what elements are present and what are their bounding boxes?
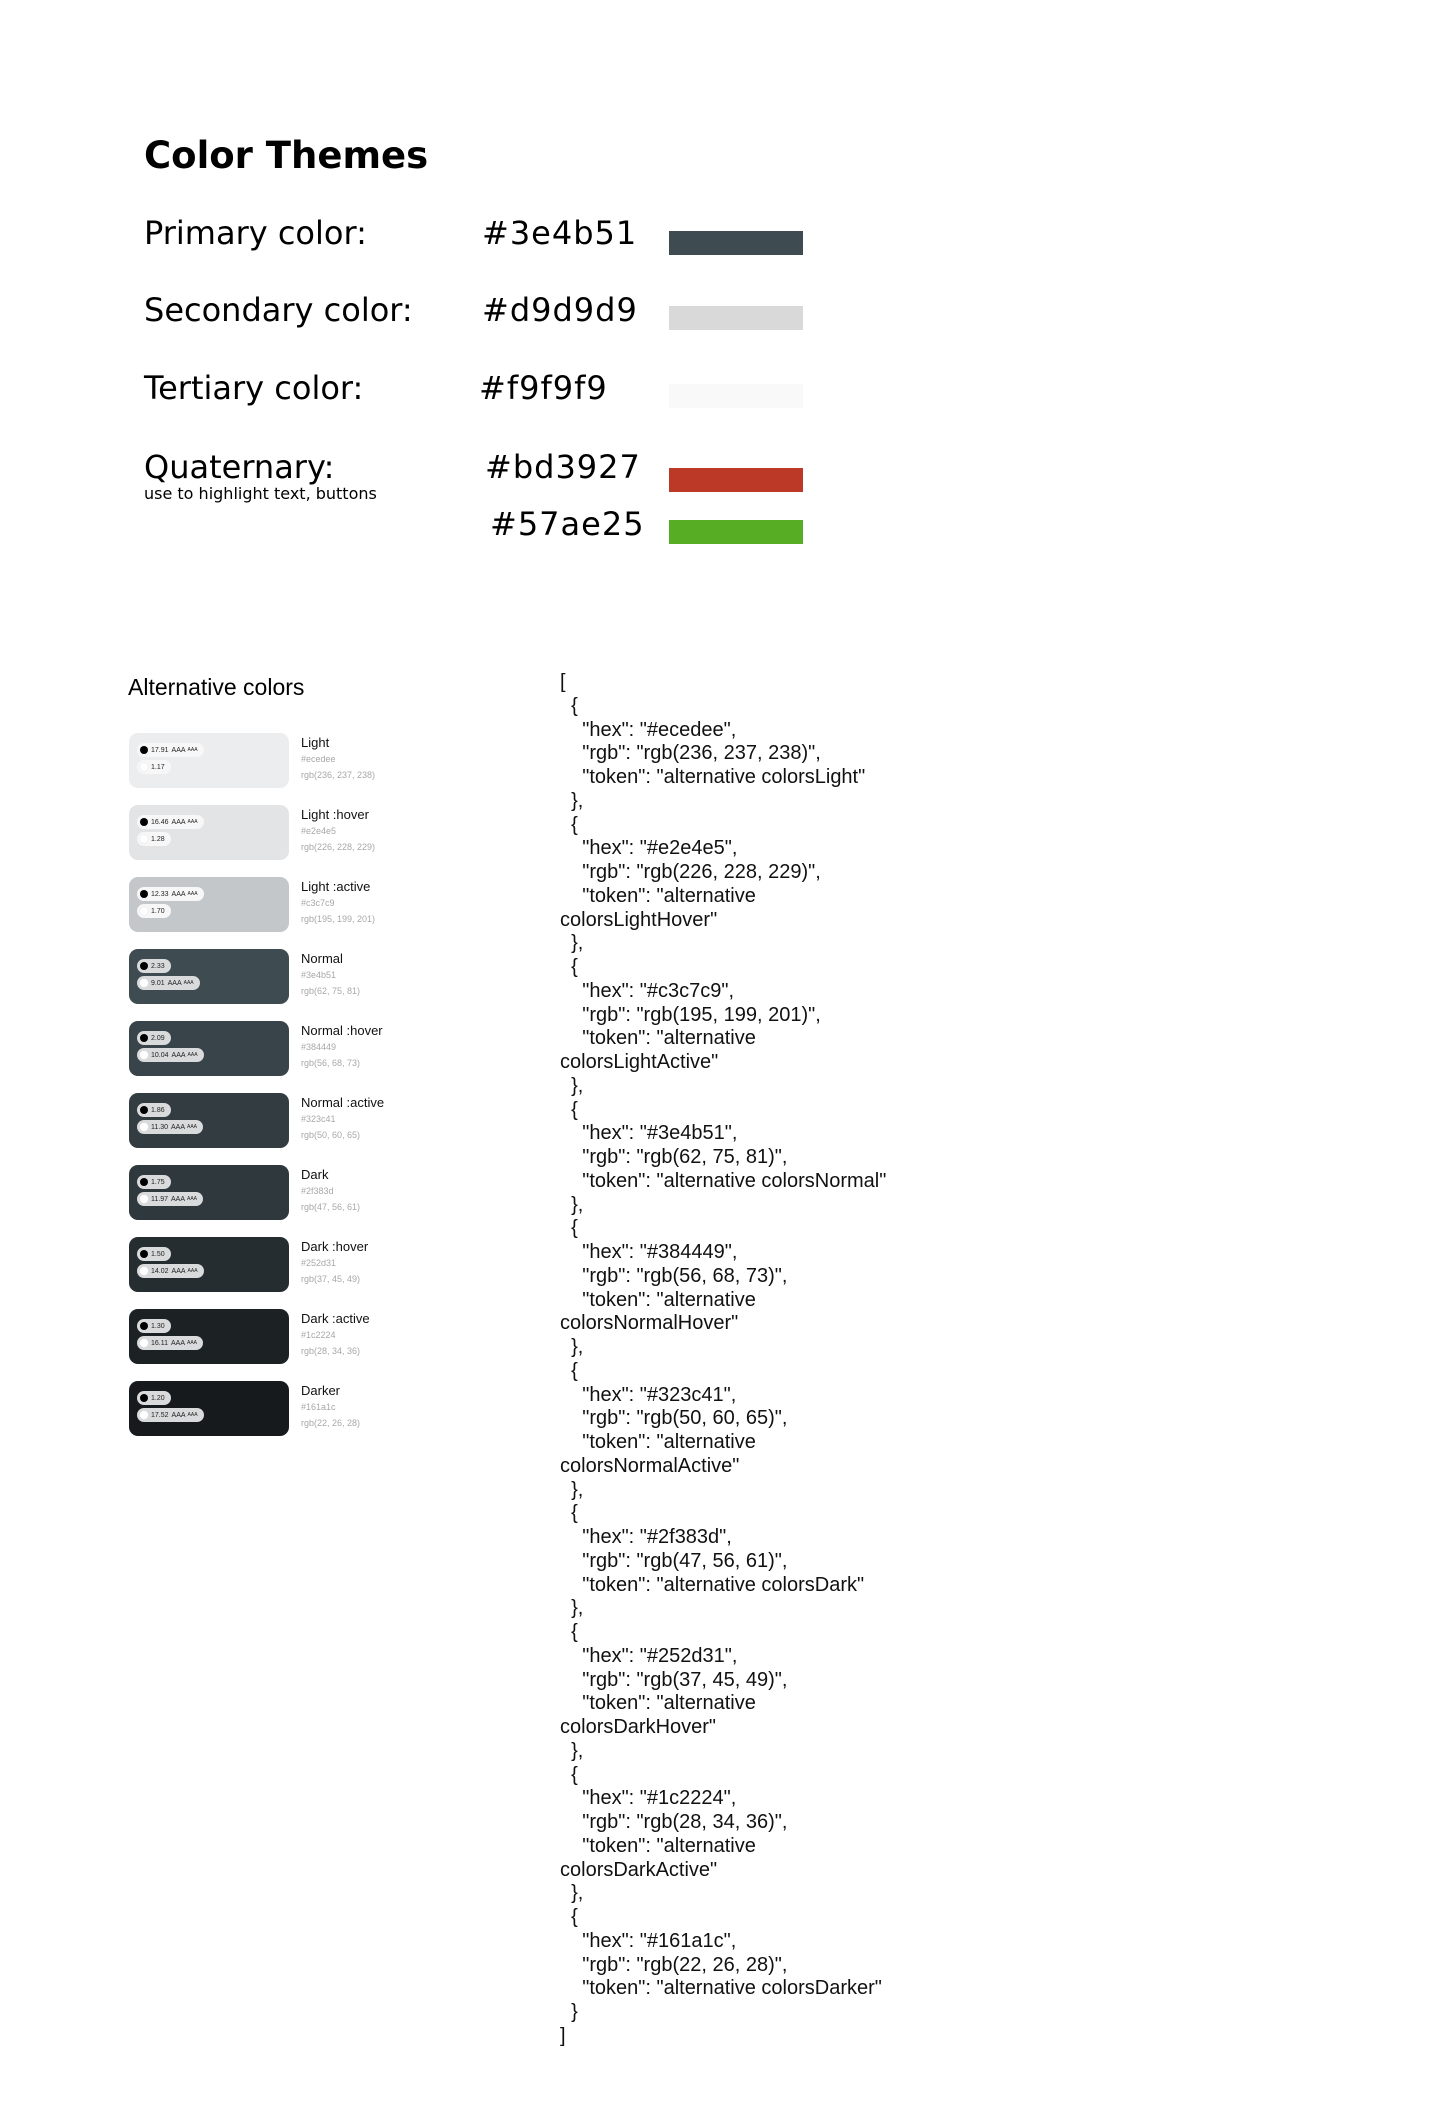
- color-hex: #c3c7c9: [301, 898, 335, 908]
- white-dot-icon: [140, 1267, 148, 1275]
- light-text-contrast-badge: [137, 832, 171, 846]
- color-hex: #323c41: [301, 1114, 336, 1124]
- contrast-value: 9.01: [151, 979, 165, 987]
- dark-text-contrast-badge: [137, 1031, 171, 1045]
- black-dot-icon: [140, 1178, 148, 1186]
- white-dot-icon: [140, 1051, 148, 1059]
- contrast-rating-small: AAA: [187, 1340, 198, 1346]
- tertiary-color-hex: #f9f9f9: [479, 369, 608, 407]
- color-card-label: [301, 1311, 370, 1359]
- color-hex: #384449: [301, 1042, 337, 1052]
- color-card-label: [301, 1383, 360, 1431]
- code-line: },: [560, 1478, 584, 1501]
- code-line: }: [560, 2001, 578, 2023]
- dark-text-contrast-badge: [137, 1103, 171, 1117]
- color-name: Normal: [301, 951, 343, 966]
- contrast-rating-small: AAA: [183, 980, 194, 986]
- code-line: "token": "alternative colorsDark": [560, 1573, 865, 1596]
- code-line: "hex": "#252d31",: [560, 1644, 738, 1667]
- black-dot-icon: [140, 746, 148, 754]
- contrast-rating-small: AAA: [187, 819, 198, 825]
- light-text-contrast-badge: [137, 1336, 203, 1350]
- contrast-value: 10.04: [151, 1051, 169, 1059]
- color-name: Normal :active: [301, 1095, 385, 1110]
- color-card: [129, 1381, 289, 1436]
- black-dot-icon: [140, 890, 148, 898]
- color-card-label: [301, 1095, 384, 1143]
- light-text-contrast-badge: [137, 1048, 204, 1062]
- contrast-value: 16.11: [151, 1339, 168, 1347]
- color-rgb: rgb(28, 34, 36): [301, 1346, 361, 1356]
- contrast-rating: AAA: [171, 1051, 186, 1059]
- contrast-rating: AAA: [171, 1123, 186, 1131]
- code-line: "token": "alternative: [560, 1431, 756, 1453]
- color-hex: #1c2224: [301, 1330, 336, 1340]
- color-name: Light: [301, 735, 330, 750]
- dark-text-contrast-badge: [137, 743, 204, 757]
- alternative-colors-heading: Alternative colors: [128, 674, 305, 700]
- quaternary-green-swatch: [669, 520, 803, 544]
- contrast-value: 14.02: [151, 1267, 169, 1275]
- code-line: "rgb": "rgb(236, 237, 238)",: [560, 742, 821, 765]
- contrast-rating-small: AAA: [187, 1052, 198, 1058]
- contrast-rating-small: AAA: [187, 1124, 198, 1130]
- code-line: colorsDarkActive": [560, 1858, 718, 1881]
- primary-color-swatch: [669, 231, 803, 255]
- color-card: [129, 1309, 289, 1364]
- code-line: "rgb": "rgb(37, 45, 49)",: [560, 1668, 788, 1691]
- code-line: {: [560, 1359, 578, 1382]
- light-text-contrast-badge: [137, 904, 171, 918]
- light-text-contrast-badge: [137, 760, 171, 774]
- code-line: [: [560, 671, 566, 693]
- color-card-label: [301, 807, 375, 855]
- color-name: Dark: [301, 1167, 329, 1182]
- color-name: Dark :active: [301, 1311, 370, 1326]
- quaternary-red-hex: #bd3927: [485, 448, 641, 486]
- code-line: },: [560, 1074, 584, 1097]
- white-dot-icon: [140, 763, 148, 771]
- black-dot-icon: [140, 1034, 148, 1042]
- json-code-listing: [560, 671, 920, 2049]
- code-line: "token": "alternative: [560, 1834, 756, 1857]
- black-dot-icon: [140, 818, 148, 826]
- code-line: },: [560, 1739, 584, 1762]
- code-line: {: [560, 1621, 578, 1643]
- black-dot-icon: [140, 1394, 148, 1402]
- contrast-value: 12.33: [151, 890, 169, 898]
- color-card-label: [301, 735, 375, 783]
- tertiary-color-label: Tertiary color:: [144, 369, 364, 407]
- black-dot-icon: [140, 1106, 148, 1114]
- black-dot-icon: [140, 962, 148, 970]
- code-line: {: [560, 956, 578, 978]
- black-dot-icon: [140, 1322, 148, 1330]
- code-line: "token": "alternative colorsDarker": [560, 1977, 882, 2000]
- code-line: {: [560, 1217, 578, 1240]
- code-line: "hex": "#c3c7c9",: [560, 979, 735, 1002]
- code-line: "hex": "#ecedee",: [560, 718, 737, 741]
- dark-text-contrast-badge: [137, 1391, 171, 1405]
- dark-text-contrast-badge: [137, 815, 204, 829]
- contrast-value: 1.17: [151, 763, 165, 771]
- quaternary-green-hex: #57ae25: [490, 505, 645, 543]
- color-rgb: rgb(22, 26, 28): [301, 1418, 361, 1428]
- contrast-value: 11.30: [151, 1123, 168, 1131]
- white-dot-icon: [140, 979, 148, 987]
- contrast-value: 2.09: [151, 1034, 165, 1042]
- white-dot-icon: [140, 1195, 148, 1203]
- secondary-color-label: Secondary color:: [144, 291, 413, 329]
- code-line: "token": "alternative colorsLight": [560, 766, 866, 788]
- color-rgb: rgb(226, 228, 229): [301, 842, 376, 852]
- dark-text-contrast-badge: [137, 887, 204, 901]
- color-card-label: [301, 1167, 360, 1215]
- code-line: "hex": "#1c2224",: [560, 1787, 737, 1810]
- code-line: colorsLightHover": [560, 908, 718, 931]
- code-line: },: [560, 932, 584, 955]
- code-line: "rgb": "rgb(47, 56, 61)",: [560, 1549, 788, 1572]
- code-line: "token": "alternative: [560, 1288, 756, 1311]
- light-text-contrast-badge: [137, 1264, 204, 1278]
- black-dot-icon: [140, 1250, 148, 1258]
- tertiary-color-swatch: [669, 384, 803, 408]
- contrast-rating: AAA: [171, 1267, 186, 1275]
- contrast-rating: AAA: [171, 1411, 186, 1419]
- secondary-color-swatch: [669, 306, 803, 330]
- quaternary-color-label: Quaternary:: [144, 448, 335, 486]
- color-card-label: [301, 951, 360, 999]
- secondary-color-hex: #d9d9d9: [482, 291, 638, 329]
- color-name: Darker: [301, 1383, 341, 1398]
- contrast-rating-small: AAA: [187, 891, 198, 897]
- dark-text-contrast-badge: [137, 959, 171, 973]
- white-dot-icon: [140, 1123, 148, 1131]
- contrast-value: 1.20: [151, 1394, 165, 1402]
- light-text-contrast-badge: [137, 976, 200, 990]
- code-line: colorsNormalActive": [560, 1454, 740, 1477]
- code-line: "rgb": "rgb(22, 26, 28)",: [560, 1953, 788, 1976]
- code-line: },: [560, 1882, 584, 1905]
- contrast-rating: AAA: [167, 979, 182, 987]
- color-card: [129, 949, 289, 1004]
- color-name: Light :hover: [301, 807, 369, 822]
- page-title: Color Themes: [144, 134, 429, 177]
- contrast-value: 1.86: [151, 1106, 165, 1114]
- code-line: {: [560, 813, 578, 836]
- color-card: [129, 805, 289, 860]
- white-dot-icon: [140, 835, 148, 843]
- contrast-rating-small: AAA: [187, 1268, 198, 1274]
- contrast-value: 2.33: [151, 962, 165, 970]
- contrast-rating: AAA: [171, 890, 186, 898]
- color-rgb: rgb(195, 199, 201): [301, 914, 376, 924]
- code-line: "rgb": "rgb(28, 34, 36)",: [560, 1811, 788, 1833]
- color-name: Light :active: [301, 879, 371, 894]
- contrast-rating: AAA: [171, 746, 186, 754]
- contrast-rating: AAA: [171, 1195, 186, 1203]
- light-text-contrast-badge: [137, 1120, 203, 1134]
- code-line: "rgb": "rgb(62, 75, 81)",: [560, 1146, 788, 1168]
- color-hex: #161a1c: [301, 1402, 336, 1412]
- code-line: "token": "alternative colorsNormal": [560, 1169, 887, 1192]
- dark-text-contrast-badge: [137, 1247, 171, 1261]
- code-line: colorsNormalHover": [560, 1312, 739, 1335]
- code-line: },: [560, 1336, 584, 1358]
- code-line: colorsDarkHover": [560, 1716, 717, 1738]
- contrast-value: 11.97: [151, 1195, 168, 1203]
- code-line: "hex": "#323c41",: [560, 1383, 737, 1406]
- color-card-label: [301, 1239, 368, 1287]
- color-card-label: [301, 879, 375, 927]
- light-text-contrast-badge: [137, 1192, 203, 1206]
- dark-text-contrast-badge: [137, 1175, 171, 1189]
- code-line: },: [560, 1193, 584, 1216]
- code-line: "rgb": "rgb(195, 199, 201)",: [560, 1003, 821, 1026]
- color-name: Normal :hover: [301, 1023, 383, 1038]
- contrast-value: 17.52: [151, 1411, 169, 1419]
- color-rgb: rgb(236, 237, 238): [301, 770, 376, 780]
- color-hex: #252d31: [301, 1258, 337, 1268]
- color-card: [129, 1093, 289, 1148]
- code-line: },: [560, 1597, 584, 1620]
- primary-color-label: Primary color:: [144, 214, 367, 252]
- white-dot-icon: [140, 1339, 148, 1347]
- code-line: ]: [560, 2024, 566, 2047]
- color-rgb: rgb(50, 60, 65): [301, 1130, 361, 1140]
- color-card-label: [301, 1023, 383, 1071]
- code-line: "hex": "#3e4b51",: [560, 1122, 738, 1145]
- primary-color-hex: #3e4b51: [482, 214, 638, 252]
- light-text-contrast-badge: [137, 1408, 204, 1422]
- color-hex: #3e4b51: [301, 970, 337, 980]
- contrast-rating: AAA: [171, 818, 186, 826]
- color-name: Dark :hover: [301, 1239, 369, 1254]
- color-card: [129, 1165, 289, 1220]
- code-line: },: [560, 789, 584, 812]
- white-dot-icon: [140, 1411, 148, 1419]
- contrast-value: 1.28: [151, 835, 165, 843]
- contrast-value: 1.30: [151, 1322, 165, 1330]
- code-line: {: [560, 1098, 578, 1121]
- contrast-value: 1.70: [151, 907, 165, 915]
- code-line: "rgb": "rgb(50, 60, 65)",: [560, 1407, 788, 1430]
- contrast-rating-small: AAA: [187, 747, 198, 753]
- quaternary-red-swatch: [669, 468, 803, 492]
- code-line: "token": "alternative: [560, 1027, 756, 1050]
- color-hex: #2f383d: [301, 1186, 334, 1196]
- color-rgb: rgb(62, 75, 81): [301, 986, 361, 996]
- dark-text-contrast-badge: [137, 1319, 171, 1333]
- code-line: {: [560, 1502, 578, 1525]
- contrast-value: 1.50: [151, 1250, 165, 1258]
- color-rgb: rgb(47, 56, 61): [301, 1202, 361, 1212]
- contrast-value: 1.75: [151, 1178, 165, 1186]
- color-hex: #e2e4e5: [301, 826, 337, 836]
- color-card: [129, 733, 289, 788]
- code-line: "rgb": "rgb(226, 228, 229)",: [560, 861, 821, 883]
- code-line: "token": "alternative: [560, 884, 756, 907]
- code-line: "hex": "#e2e4e5",: [560, 837, 738, 860]
- color-card: [129, 877, 289, 932]
- code-line: colorsLightActive": [560, 1051, 719, 1073]
- code-line: {: [560, 1763, 578, 1786]
- contrast-rating-small: AAA: [187, 1412, 198, 1418]
- code-line: "hex": "#384449",: [560, 1241, 738, 1263]
- color-card: [129, 1021, 289, 1076]
- code-line: {: [560, 1906, 578, 1928]
- color-rgb: rgb(56, 68, 73): [301, 1058, 361, 1068]
- contrast-rating: AAA: [171, 1339, 186, 1347]
- contrast-rating-small: AAA: [187, 1196, 198, 1202]
- color-hex: #ecedee: [301, 754, 336, 764]
- quaternary-color-description: use to highlight text, buttons: [144, 484, 377, 503]
- contrast-value: 16.46: [151, 818, 169, 826]
- code-line: "hex": "#2f383d",: [560, 1526, 732, 1548]
- white-dot-icon: [140, 907, 148, 915]
- code-line: "hex": "#161a1c",: [560, 1929, 737, 1952]
- code-line: "rgb": "rgb(56, 68, 73)",: [560, 1264, 788, 1287]
- color-rgb: rgb(37, 45, 49): [301, 1274, 361, 1284]
- code-line: "token": "alternative: [560, 1692, 756, 1715]
- contrast-value: 17.91: [151, 746, 169, 754]
- code-line: {: [560, 694, 578, 717]
- color-card: [129, 1237, 289, 1292]
